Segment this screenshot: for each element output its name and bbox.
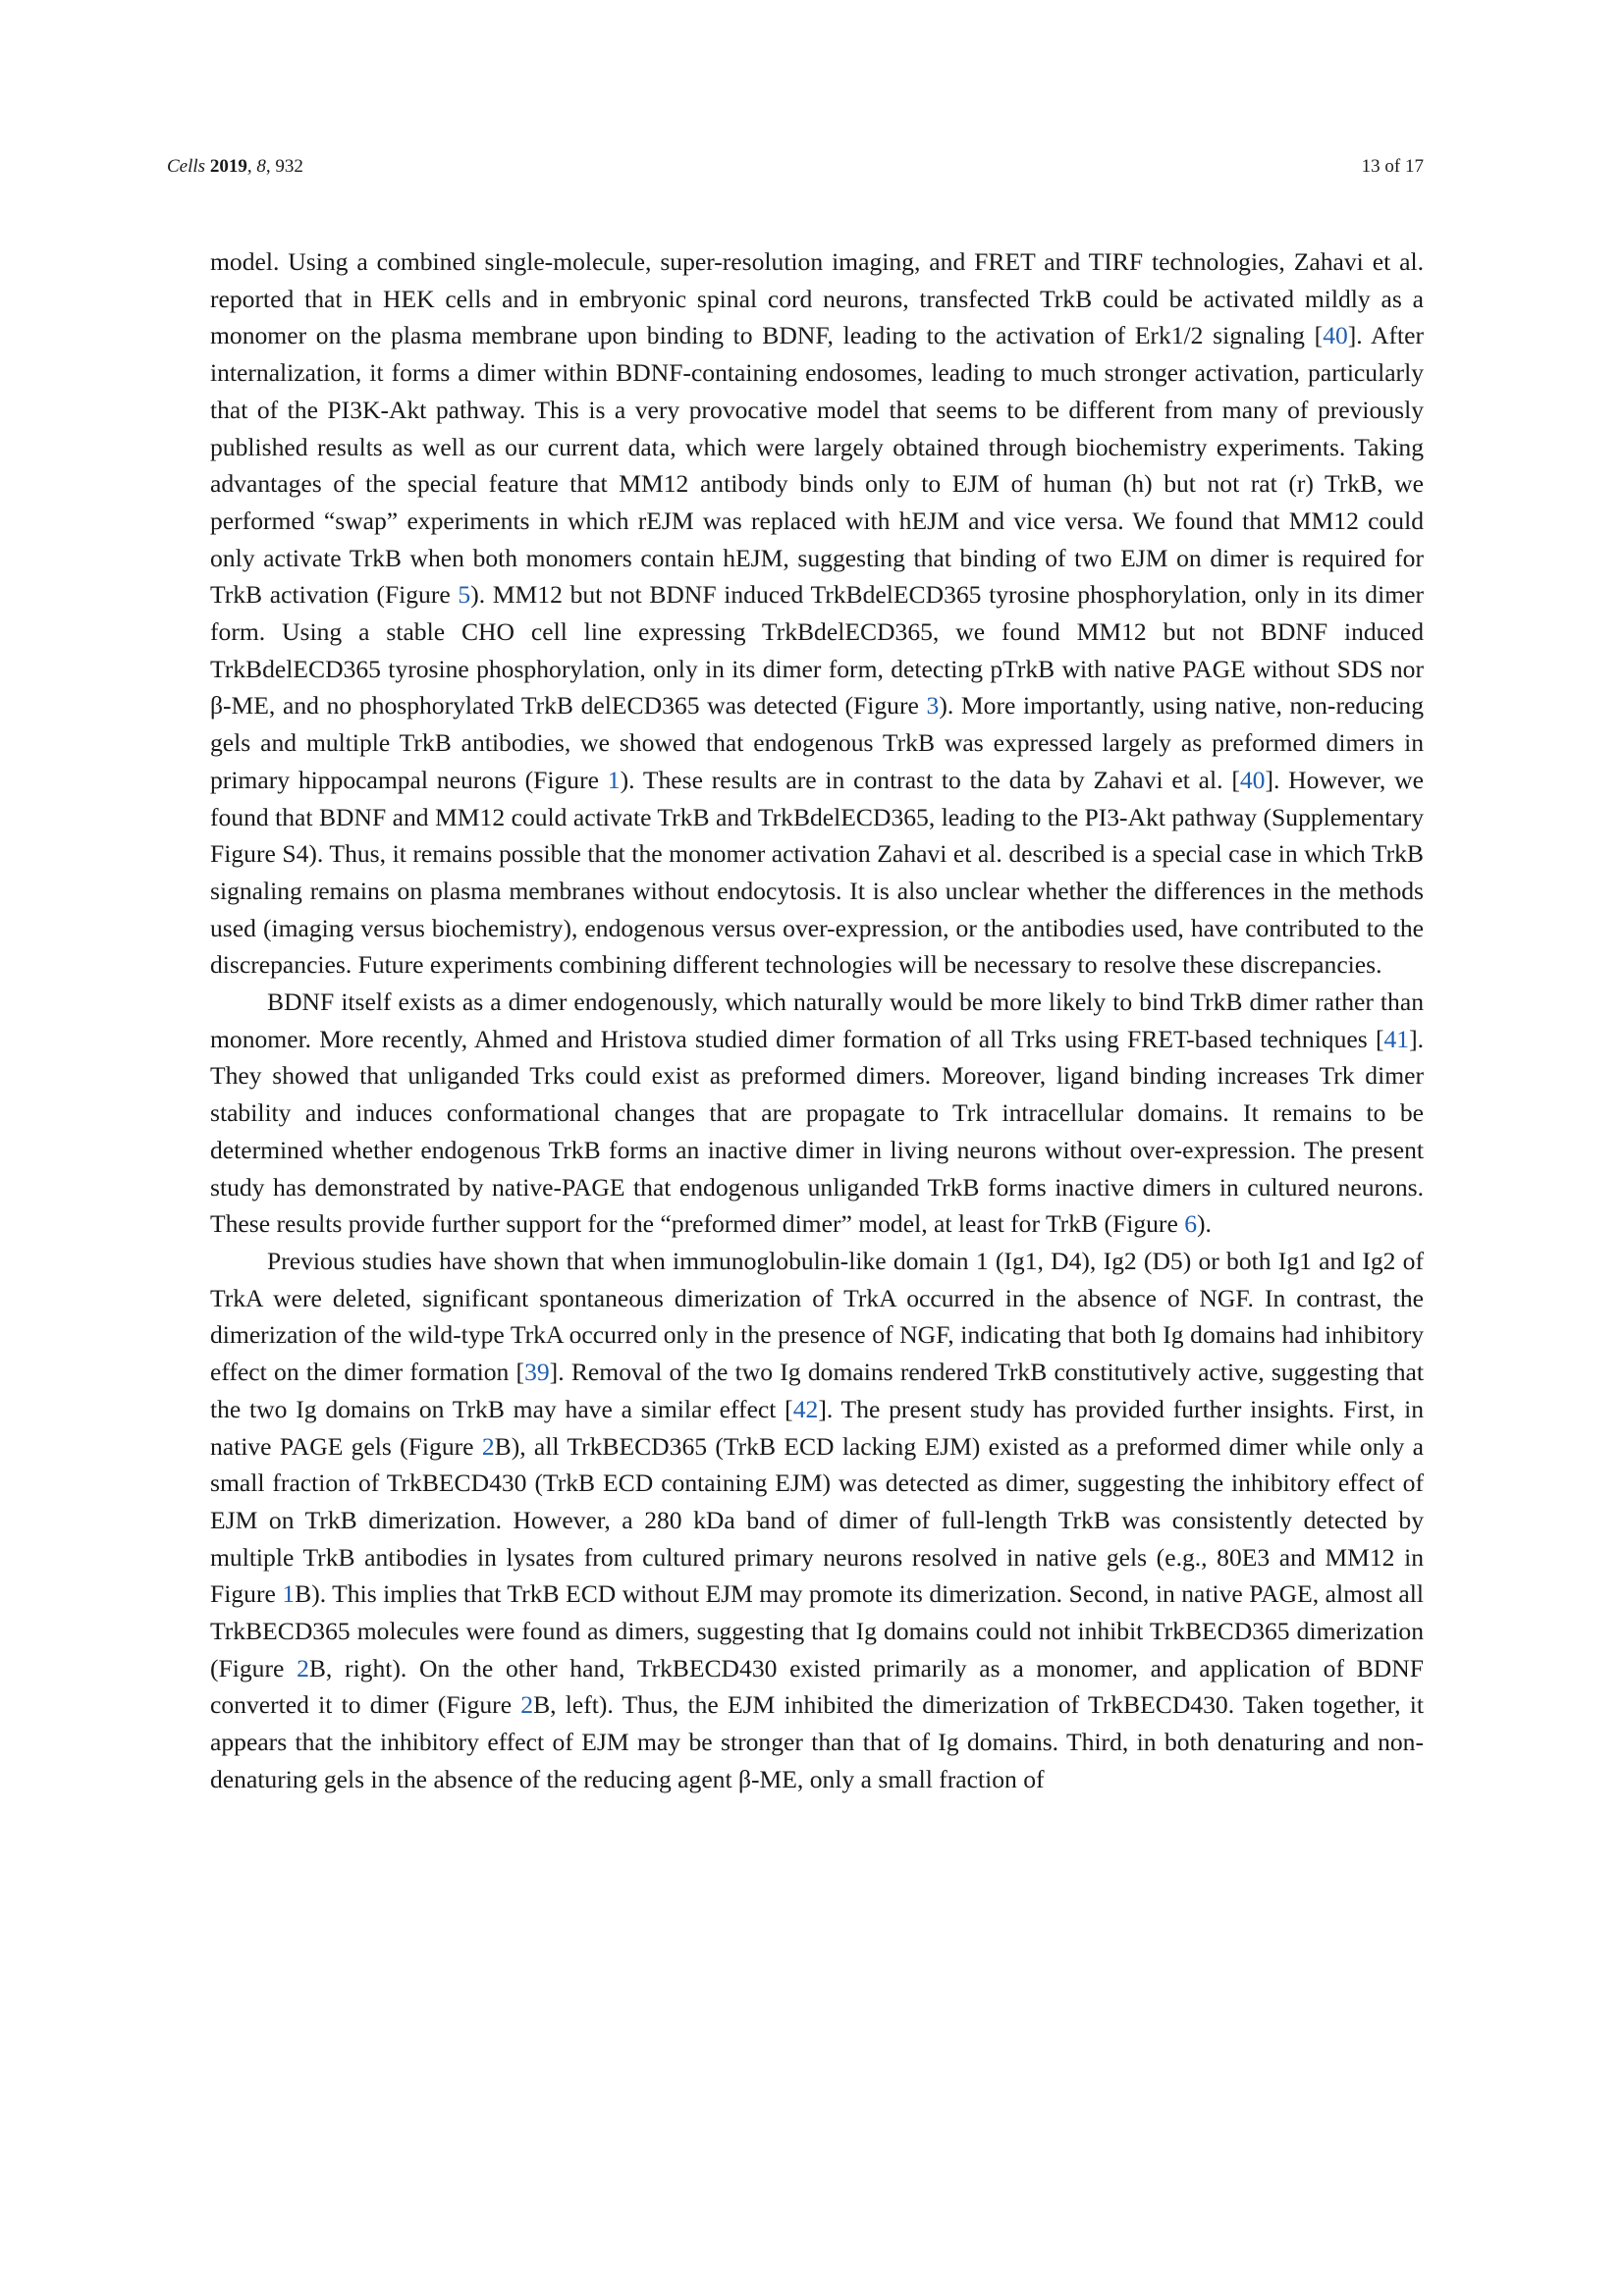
paragraph-text: ]. The present study has provided further insights. First, in native PAGE gels (Figure	[210, 1394, 1425, 1461]
reference-link[interactable]: 2	[297, 1653, 309, 1682]
reference-link[interactable]: 40	[1323, 321, 1348, 350]
volume-number: 8	[256, 156, 266, 177]
reference-link[interactable]: 41	[1383, 1024, 1410, 1053]
reference-link[interactable]: 2	[520, 1690, 534, 1720]
reference-link[interactable]: 1	[282, 1579, 296, 1609]
reference-link[interactable]: 40	[1239, 765, 1266, 794]
page-header	[167, 152, 1424, 182]
paragraph-text: Previous studies have shown that when immunoglobulin-like domain 1 (Ig1, D4), Ig2 (D5) or both Ig1 and Ig2 of TrkA were deleted, significant spontaneous dimerization of TrkA occurred in the absence of NGF. In contrast, the dimerization of the wild-type TrkA occurred only in the presence of NGF, indicating that both Ig domains had inhibitory effect on the dimer formation [	[210, 1246, 1424, 1387]
paragraph-text: B, left). Thus, the EJM inhibited the dimerization of TrkBECD430. Taken together, it appears that the inhibitory effect of EJM may be stronger than that of Ig domains. Third, in both denaturing and non-denaturing gels in the absence of the reducing agent β-ME, only a small fraction of	[210, 1690, 1424, 1793]
paragraph-text: B, right). On the other hand, TrkBECD430 existed primarily as a monomer, and application of BDNF converted it to dimer (Figure	[210, 1653, 1424, 1720]
paragraph-text: BDNF itself exists as a dimer endogenously, which naturally would be more likely to bind TrkB dimer rather than monomer. More recently, Ahmed and Hristova studied dimer formation of all Trks using FRET-based techniques [	[210, 988, 1424, 1053]
paragraph-text: model. Using a combined single-molecule, super-resolution imaging, and FRET and TIRF technologies, Zahavi et al. reported that in HEK cells and in embryonic spinal cord neurons, transfected TrkB could be activated mildly as a monomer on the plasma membrane upon binding to BDNF, leading to the activation of Erk1/2 signaling [	[210, 247, 1424, 350]
page-number: 13 of 17	[1361, 156, 1424, 177]
paragraph-text: ]. They showed that unliganded Trks could exist as preformed dimers. Moreover, ligand binding increases Trk dimer stability and induces conformational changes that are propagate to Trk intracellular domains. It remains to be determined whether endogenous TrkB forms an inactive dimer in living neurons without over-expression. The present study has demonstrated by native-PAGE that endogenous unliganded TrkB forms inactive dimers in cultured neurons. These results provide further support for the “preformed dimer” model, at least for TrkB (Figure	[210, 1024, 1424, 1239]
reference-link[interactable]: 42	[792, 1394, 819, 1423]
publication-year: 2019	[209, 156, 247, 177]
reference-link[interactable]: 2	[481, 1431, 495, 1461]
reference-link[interactable]: 3	[926, 691, 940, 721]
article-number: 932	[275, 156, 303, 177]
paragraph-text: ]. Removal of the two Ig domains rendered TrkB constitutively active, suggesting that the two Ig domains on TrkB may have a similar effect [	[210, 1358, 1424, 1423]
article-body	[210, 243, 1424, 1798]
paragraph-text: B), all TrkBECD365 (TrkB ECD lacking EJM) existed as a preformed dimer while only a small fraction of TrkBECD430 (TrkB ECD containing EJM) was detected as dimer, suggesting the inhibitory effect of EJM on TrkB dimerization. However, a 280 kDa band of dimer of full-length TrkB was consistently detected by multiple TrkB antibodies in lysates from cultured primary neurons resolved in native gels (e.g., 80E3 and MM12 in Figure	[210, 1431, 1424, 1609]
body-paragraph	[210, 243, 1424, 984]
body-paragraph	[210, 1243, 1424, 1798]
journal-name: Cells	[167, 156, 206, 177]
paragraph-text: ]. After internalization, it forms a dimer within BDNF-containing endosomes, leading to much stronger activation, particularly that of the PI3K-Akt pathway. This is a very provocative model that seems to be different from many of previously published results as well as our current data, which were largely obtained through biochemistry experiments. Taking advantages of the special feature that MM12 antibody binds only to EJM of human (h) but not rat (r) TrkB, we performed “swap” experiments in which rEJM was replaced with hEJM and vice versa. We found that MM12 could only activate TrkB when both monomers contain hEJM, suggesting that binding of two EJM on dimer is required for TrkB activation (Figure	[210, 321, 1424, 610]
reference-link[interactable]: 39	[524, 1358, 550, 1387]
paragraph-text: ). More importantly, using native, non-reducing gels and multiple TrkB antibodies, we showed that endogenous TrkB was expressed largely as preformed dimers in primary hippocampal neurons (Figure	[210, 691, 1424, 794]
paragraph-text: ).	[1197, 1209, 1212, 1239]
reference-link[interactable]: 5	[458, 580, 471, 610]
running-header-citation: Cells 2019, 8, 932	[167, 156, 303, 177]
reference-link[interactable]: 6	[1184, 1209, 1198, 1239]
paragraph-text: ). These results are in contrast to the data by Zahavi et al. [	[620, 765, 1240, 794]
paragraph-text: ). MM12 but not BDNF induced TrkBdelECD365 tyrosine phosphorylation, only in its dimer form. Using a stable CHO cell line expressing TrkBdelECD365, we found MM12 but not BDNF induced TrkBdelECD365 tyrosine phosphorylation, only in its dimer form, detecting pTrkB with native PAGE without SDS nor β-ME, and no phosphorylated TrkB delECD365 was detected (Figure	[210, 580, 1424, 721]
body-paragraph	[210, 984, 1424, 1243]
paragraph-text: B). This implies that TrkB ECD without EJM may promote its dimerization. Second, in native PAGE, almost all TrkBECD365 molecules were found as dimers, suggesting that Ig domains could not inhibit TrkBECD365 dimerization (Figure	[210, 1579, 1424, 1682]
reference-link[interactable]: 1	[607, 765, 621, 794]
paragraph-text: ]. However, we found that BDNF and MM12 could activate TrkB and TrkBdelECD365, leading to the PI3-Akt pathway (Supplementary Figure S4). Thus, it remains possible that the monomer activation Zahavi et al. described is a special case in which TrkB signaling remains on plasma membranes without endocytosis. It is also unclear whether the differences in the methods used (imaging versus biochemistry), endogenous versus over-expression, or the antibodies used, have contributed to the discrepancies. Future experiments combining different technologies will be necessary to resolve these discrepancies.	[210, 765, 1424, 980]
